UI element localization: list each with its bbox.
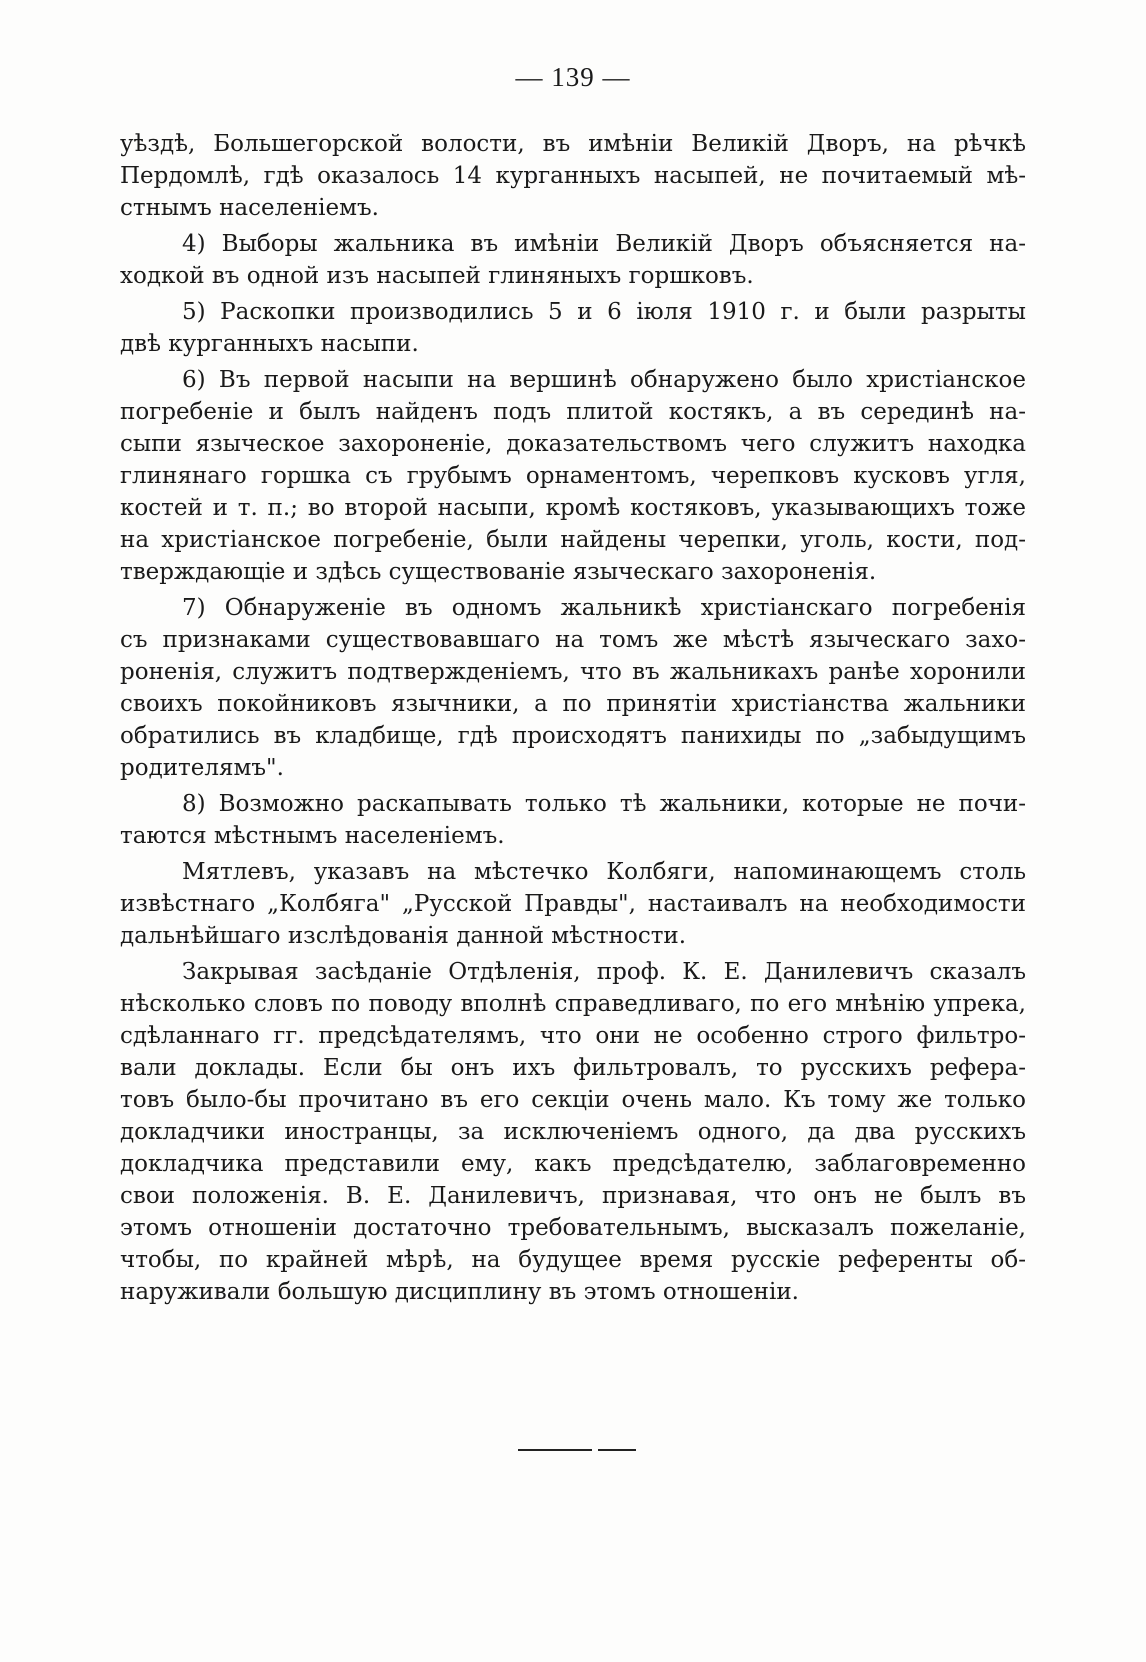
body-text <box>120 128 1026 1308</box>
text-line: тверждающіе и здѣсь существованіе языческаго захороненія. <box>120 559 877 585</box>
text-line: сдѣланнаго гг. предсѣдателямъ, что они не особенно строго фильтро- <box>120 1023 1026 1049</box>
text-line: 4) Выборы жальника въ имѣніи Великій Дворъ объясняется на- <box>182 231 1026 257</box>
text-line: обратились въ кладбище, гдѣ происходятъ панихиды по „забыдущимъ <box>120 723 1026 749</box>
text-line: нѣсколько словъ по поводу вполнѣ справедливаго, по его мнѣнію упрека, <box>120 991 1026 1017</box>
end-rule-long-segment <box>518 1449 592 1451</box>
text-line: погребеніе и былъ найденъ подъ плитой костякъ, а въ серединѣ на- <box>120 399 1026 425</box>
text-line: своихъ покойниковъ язычники, а по принятіи христіанства жальники <box>120 691 1026 717</box>
text-line: роненія, служитъ подтвержденіемъ, что въ жальникахъ ранѣе хоронили <box>120 659 1026 685</box>
text-line: стнымъ населеніемъ. <box>120 195 379 221</box>
text-line: 7) Обнаруженіе въ одномъ жальникѣ христіанскаго погребенія <box>182 595 1026 621</box>
text-line: 5) Раскопки производились 5 и 6 іюля 1910 г. и были разрыты <box>182 299 1026 325</box>
text-line: наруживали большую дисциплину въ этомъ отношеніи. <box>120 1279 799 1305</box>
end-rule-short-segment <box>598 1449 636 1451</box>
text-line: глинянаго горшка съ грубымъ орнаментомъ, черепковъ кусковъ угля, <box>120 463 1026 489</box>
text-line: свои положенія. В. Е. Данилевичъ, признавая, что онъ не былъ въ <box>120 1183 1026 1209</box>
text-line: Пердомлѣ, гдѣ оказалось 14 курганныхъ насыпей, не почитаемый мѣ- <box>120 163 1026 189</box>
text-line: уѣздѣ, Большегорской волости, въ имѣніи Великій Дворъ, на рѣчкѣ <box>120 131 1026 157</box>
text-line: Закрывая засѣданіе Отдѣленія, проф. К. Е. Данилевичъ сказалъ <box>182 959 1026 985</box>
text-line: родителямъ". <box>120 755 284 781</box>
text-line: дальнѣйшаго изслѣдованія данной мѣстности. <box>120 923 687 949</box>
text-line: костей и т. п.; во второй насыпи, кромѣ костяковъ, указывающихъ тоже <box>120 495 1026 521</box>
text-line: Мятлевъ, указавъ на мѣстечко Колбяги, напоминающемъ столь <box>182 859 1026 885</box>
text-line: на христіанское погребеніе, были найдены черепки, уголь, кости, под- <box>120 527 1026 553</box>
text-line: 8) Возможно раскапывать только тѣ жальники, которые не почи- <box>182 791 1026 817</box>
page-number: — 139 — <box>515 62 631 92</box>
text-line: сыпи языческое захороненіе, доказательствомъ чего служитъ находка <box>120 431 1026 457</box>
text-line: съ признаками существовавшаго на томъ же мѣстѣ языческаго захо- <box>120 627 1026 653</box>
text-line: докладчики иностранцы, за исключеніемъ одного, да два русскихъ <box>120 1119 1026 1145</box>
text-line: извѣстнаго „Колбяга" „Русской Правды", настаивалъ на необходимости <box>120 891 1026 917</box>
text-line: чтобы, по крайней мѣрѣ, на будущее время русскіе референты об- <box>120 1247 1026 1273</box>
text-line: товъ было-бы прочитано въ его секціи очень мало. Къ тому же только <box>120 1087 1026 1113</box>
text-line: двѣ курганныхъ насыпи. <box>120 331 419 357</box>
text-line: этомъ отношеніи достаточно требовательнымъ, высказалъ пожеланіе, <box>120 1215 1026 1241</box>
text-line: таются мѣстнымъ населеніемъ. <box>120 823 505 849</box>
text-line: ходкой въ одной изъ насыпей глиняныхъ горшковъ. <box>120 263 754 289</box>
text-line: вали доклады. Если бы онъ ихъ фильтровалъ, то русскихъ рефера- <box>120 1055 1026 1081</box>
text-line: докладчика представили ему, какъ предсѣдателю, заблаговременно <box>120 1151 1026 1177</box>
end-rule <box>518 1449 636 1451</box>
text-line: 6) Въ первой насыпи на вершинѣ обнаружено было христіанское <box>182 367 1026 393</box>
